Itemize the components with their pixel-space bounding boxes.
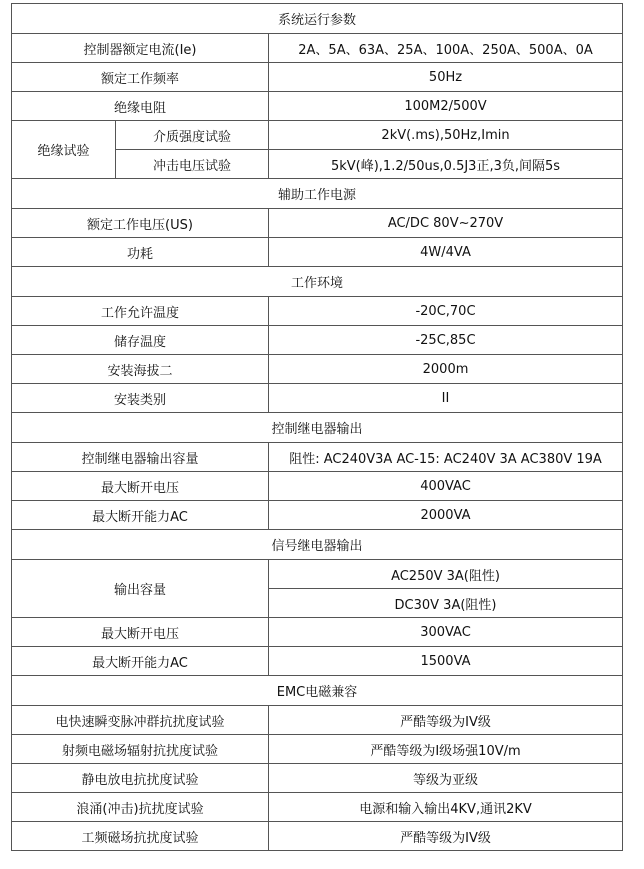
- row-value: AC250V 3A(阻性): [269, 560, 623, 589]
- table-row: [12, 764, 623, 793]
- row-label: 安装海拔二: [12, 355, 269, 384]
- table-row: [12, 34, 623, 63]
- row-value: AC/DC 80V~270V: [269, 209, 623, 238]
- row-value: 100M2/500V: [269, 92, 623, 121]
- table-row: [12, 618, 623, 647]
- table-row: [12, 735, 623, 764]
- row-label: 功耗: [12, 238, 269, 267]
- row-label: 储存温度: [12, 326, 269, 355]
- row-value: 阻性: AC240V3A AC-15: AC240V 3A AC380V 19A: [269, 443, 623, 472]
- section-row: [12, 4, 623, 34]
- table-row: [12, 355, 623, 384]
- row-label: 安装类别: [12, 384, 269, 413]
- row-value: 严酷等级为IV级: [269, 706, 623, 735]
- row-label: 绝缘电阻: [12, 92, 269, 121]
- row-label: 输出容量: [12, 560, 269, 618]
- section-header-signal-relay: 信号继电器输出: [12, 530, 623, 560]
- table-row: [12, 121, 623, 150]
- section-header-environment: 工作环境: [12, 267, 623, 297]
- row-value: -20C,70C: [269, 297, 623, 326]
- row-value: DC30V 3A(阻性): [269, 589, 623, 618]
- row-value: 2000VA: [269, 501, 623, 530]
- row-value: 5kV(峰),1.2/50us,0.5J3正,3负,间隔5s: [269, 150, 623, 179]
- table-row: [12, 793, 623, 822]
- table-row: [12, 501, 623, 530]
- row-label: 工频磁场抗扰度试验: [12, 822, 269, 851]
- row-value: 300VAC: [269, 618, 623, 647]
- row-label: 电快速瞬变脉冲群抗扰度试验: [12, 706, 269, 735]
- row-value: -25C,85C: [269, 326, 623, 355]
- section-row: [12, 530, 623, 560]
- section-row: [12, 413, 623, 443]
- table-row: [12, 443, 623, 472]
- row-label: 最大断开能力AC: [12, 647, 269, 676]
- section-row: [12, 267, 623, 297]
- table-row: [12, 647, 623, 676]
- table-row: [12, 472, 623, 501]
- table-row: [12, 822, 623, 851]
- section-header-control-relay: 控制继电器输出: [12, 413, 623, 443]
- row-label: 射频电磁场辐射抗扰度试验: [12, 735, 269, 764]
- row-value: 4W/4VA: [269, 238, 623, 267]
- row-sublabel: 冲击电压试验: [116, 150, 269, 179]
- table-row: [12, 92, 623, 121]
- table-row: [12, 706, 623, 735]
- row-label: 额定工作电压(US): [12, 209, 269, 238]
- table-row: [12, 384, 623, 413]
- table-row: [12, 297, 623, 326]
- row-label: 控制继电器输出容量: [12, 443, 269, 472]
- row-value: 400VAC: [269, 472, 623, 501]
- row-value: II: [269, 384, 623, 413]
- section-header-aux-power: 辅助工作电源: [12, 179, 623, 209]
- row-label: 浪涌(冲击)抗扰度试验: [12, 793, 269, 822]
- row-value: 2kV(.ms),50Hz,Imin: [269, 121, 623, 150]
- table-row: [12, 63, 623, 92]
- row-value: 2A、5A、63A、25A、100A、250A、500A、0A: [269, 34, 623, 63]
- row-label: 静电放电抗扰度试验: [12, 764, 269, 793]
- row-label: 控制器额定电流(Ie): [12, 34, 269, 63]
- group-label-insulation-test: 绝缘试验: [12, 121, 116, 179]
- row-value: 严酷等级为I级场强10V/m: [269, 735, 623, 764]
- section-row: [12, 179, 623, 209]
- section-row: [12, 676, 623, 706]
- row-value: 电源和输入输出4KV,通讯2KV: [269, 793, 623, 822]
- row-sublabel: 介质强度试验: [116, 121, 269, 150]
- section-header-system: 系统运行参数: [12, 4, 623, 34]
- table-row: [12, 560, 623, 589]
- section-header-emc: EMC电磁兼容: [12, 676, 623, 706]
- row-value: 等级为亚级: [269, 764, 623, 793]
- row-value: 2000m: [269, 355, 623, 384]
- table-row: [12, 209, 623, 238]
- spec-table: [11, 3, 623, 851]
- row-label: 额定工作频率: [12, 63, 269, 92]
- row-label: 最大断开电压: [12, 618, 269, 647]
- row-value: 严酷等级为IV级: [269, 822, 623, 851]
- row-label: 最大断开电压: [12, 472, 269, 501]
- row-label: 工作允许温度: [12, 297, 269, 326]
- row-value: 50Hz: [269, 63, 623, 92]
- table-row: [12, 326, 623, 355]
- table-row: [12, 238, 623, 267]
- row-label: 最大断开能力AC: [12, 501, 269, 530]
- row-value: 1500VA: [269, 647, 623, 676]
